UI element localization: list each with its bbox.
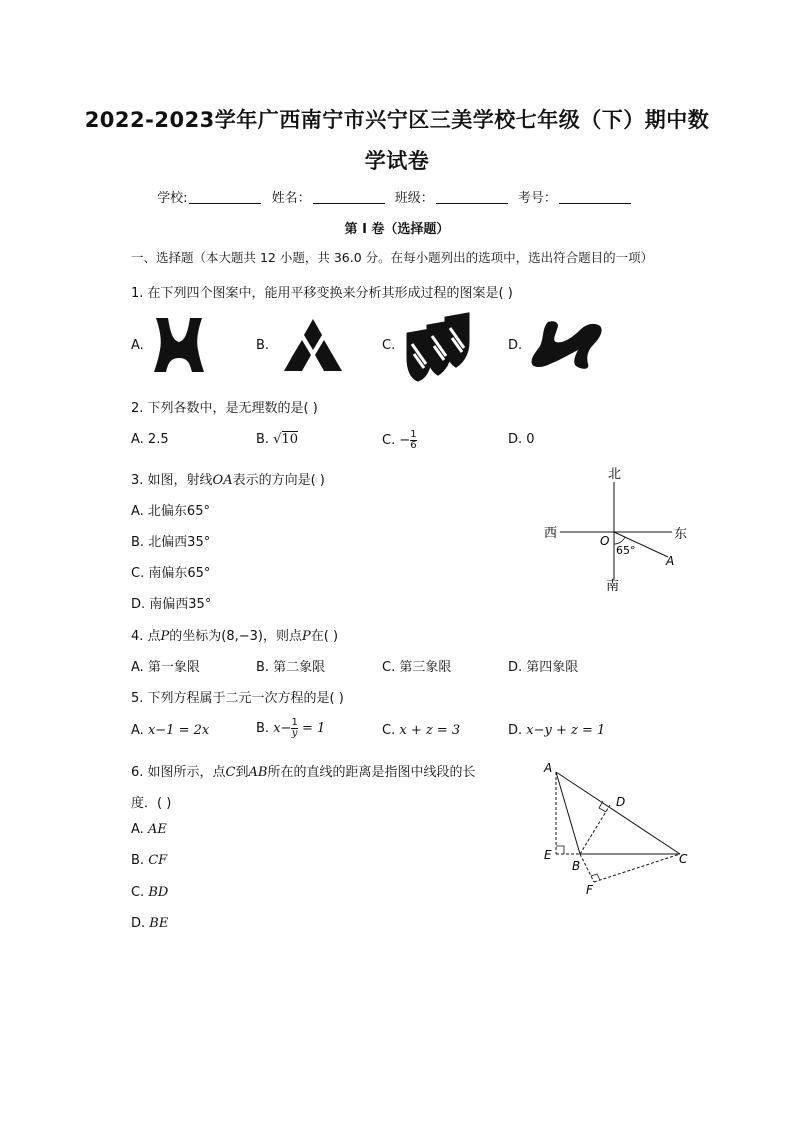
q2-option-c: C. − $\frac{1}{6}$ (382, 429, 417, 451)
q4-stem-post: 在( ) (310, 629, 339, 644)
name-label: 姓名： (271, 191, 311, 206)
q6-option-a-label: A. (131, 822, 144, 837)
q5-option-d (508, 723, 605, 738)
q1-label-d: D. (508, 338, 523, 353)
q4-option-a: A. 第一象限 (131, 660, 200, 675)
q6-option-a (131, 822, 167, 837)
school-label: 学校: (157, 191, 188, 206)
q4-option-d: D. 第四象限 (508, 660, 579, 675)
exam-no-label: 考号： (517, 191, 557, 206)
q5-option-b-label: B. (256, 721, 270, 736)
q6-stem-ab: AB (248, 765, 268, 780)
q6-triangle-figure (536, 758, 696, 898)
q6-option-c (131, 885, 168, 900)
class-label: 班级： (394, 191, 434, 206)
q4-option-b: B. 第二象限 (256, 660, 326, 675)
q2-option-b: B. √10 (256, 432, 299, 447)
segment-bd (580, 805, 610, 854)
student-info (0, 187, 794, 206)
right-angle-d (599, 801, 606, 812)
q6-option-b-val: CF (148, 853, 168, 868)
q3-stem-var: OA (212, 473, 233, 488)
q5-option-c-label: C. (382, 723, 396, 738)
q1-figure-b (280, 318, 346, 374)
label-north: 北 (608, 467, 622, 482)
q3-compass-figure (540, 462, 700, 594)
right-angle-e (556, 846, 564, 854)
label-east: 东 (674, 527, 688, 542)
q6-option-b (131, 853, 167, 868)
q6-option-c-label: C. (131, 885, 145, 900)
q5-option-b-num: 1 (291, 717, 298, 728)
q2-option-a: A. 2.5 (131, 432, 169, 447)
school-blank[interactable] (189, 191, 261, 204)
q1-figure-a (150, 316, 208, 374)
q1-label-b: B. (256, 338, 270, 353)
label-west: 西 (544, 526, 558, 541)
q3-option-a: A. 北偏东65° (131, 504, 210, 519)
volume-heading: 第 I 卷（选择题） (344, 222, 450, 237)
q3-stem (131, 469, 325, 488)
segment-bf (580, 854, 594, 882)
q6-stem-mid: 到 (235, 765, 249, 780)
q5-option-b-post: = 1 (301, 721, 326, 736)
q6-option-d (131, 916, 168, 931)
q1-label-c: C. (382, 338, 396, 353)
segment-ac (556, 772, 680, 854)
q5-option-c (382, 723, 460, 738)
name-blank[interactable] (313, 191, 385, 204)
label-f: F (586, 883, 593, 897)
q4-option-c: C. 第三象限 (382, 660, 452, 675)
q5-option-a (131, 723, 209, 738)
q2-option-c-den: 6 (410, 440, 417, 451)
q6-option-c-val: BD (148, 885, 169, 900)
q1-label-a: A. (131, 338, 144, 353)
q6-stem-post: 所在的直线的距离是指图中线段的长 (267, 765, 476, 780)
q4-stem-var2: P (302, 629, 311, 644)
q5-option-b-den: y (291, 728, 298, 739)
q4-stem (131, 625, 338, 644)
q1-figure-d (530, 318, 606, 372)
title-line-2: 学试卷 (364, 149, 430, 173)
exam-no-blank[interactable] (559, 191, 631, 204)
q3-option-d: D. 南偏西35° (131, 597, 212, 612)
q5-option-d-expr: x−y + z = 1 (526, 723, 606, 738)
q6-option-d-val: BE (149, 916, 169, 931)
label-a: A (666, 554, 675, 568)
q5-option-a-expr: x−1 = 2x (147, 723, 210, 738)
label-d: D (616, 795, 626, 809)
q6-option-a-val: AE (147, 822, 167, 837)
q2-option-c-label: C. (382, 433, 396, 448)
q2-option-c-num: 1 (410, 429, 417, 440)
q3-option-b: B. 北偏西35° (131, 535, 211, 550)
label-south: 南 (606, 579, 620, 594)
angle-arc (614, 537, 625, 544)
q4-stem-var: P (160, 629, 170, 644)
label-b: B (572, 859, 581, 873)
label-e: E (544, 848, 552, 862)
q6-stem-line-2: 度．( ) (131, 796, 172, 811)
q1-stem: 1. 在下列四个图案中，能用平移变换来分析其形成过程的图案是( ) (131, 286, 513, 301)
segment-cf (594, 854, 680, 882)
q4-stem-pre: 4. 点 (131, 629, 161, 644)
q5-option-d-label: D. (508, 723, 523, 738)
label-o: O (600, 534, 610, 548)
segment-ab (556, 772, 580, 854)
class-blank[interactable] (436, 191, 508, 204)
q3-option-c: C. 南偏东65° (131, 566, 211, 581)
q5-stem: 5. 下列方程属于二元一次方程的是( ) (131, 691, 344, 706)
q5-option-b-pre: x− (273, 721, 292, 736)
q6-stem-pre: 6. 如图所示，点 (131, 765, 226, 780)
q2-option-b-radicand: 10 (281, 432, 299, 447)
label-angle: 65° (616, 544, 636, 557)
q2-option-b-label: B. (256, 432, 270, 447)
q3-stem-pre: 3. 如图，射线 (131, 473, 213, 488)
q6-stem-line-1 (131, 761, 475, 780)
section-heading: 一、选择题（本大题共 12 小题，共 36.0 分。在每小题列出的选项中，选出符合题目的一项） (131, 250, 654, 265)
title-line-1: 2022-2023学年广西南宁市兴宁区三美学校七年级（下）期中数 (84, 108, 710, 132)
q5-option-b (256, 718, 325, 739)
q1-figure-c (404, 312, 472, 382)
q6-option-b-label: B. (131, 853, 145, 868)
label-c: C (679, 852, 688, 866)
q5-option-a-label: A. (131, 723, 144, 738)
label-a: A (544, 761, 553, 775)
q2-option-d: D. 0 (508, 432, 535, 447)
q2-stem: 2. 下列各数中，是无理数的是( ) (131, 401, 318, 416)
q6-stem-c: C (225, 765, 236, 780)
q6-option-d-label: D. (131, 916, 146, 931)
q5-option-c-expr: x + z = 3 (399, 723, 461, 738)
q4-stem-mid: 的坐标为(8,−3)，则点 (169, 629, 303, 644)
q3-stem-post: 表示的方向是( ) (232, 473, 325, 488)
